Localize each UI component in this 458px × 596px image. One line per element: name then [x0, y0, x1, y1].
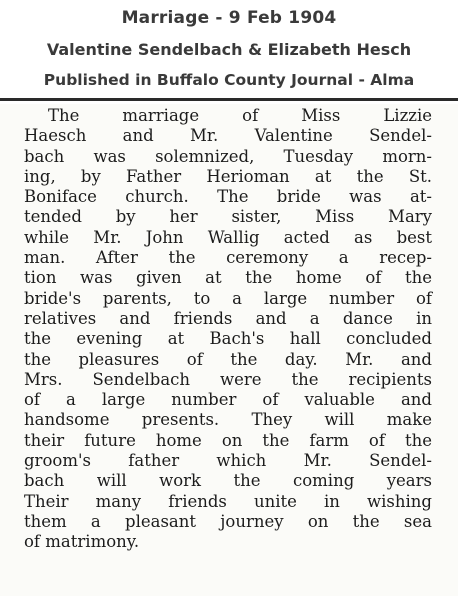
article-line: of matrimony. [24, 532, 140, 552]
article-line: tended by her sister, Miss Mary [24, 207, 432, 227]
article-line: The marriage of Miss Lizzie [48, 106, 432, 125]
article-line: of a large number of valuable and [24, 390, 432, 410]
article-line: handsome presents. They will make [24, 410, 432, 430]
article-line: bach will work the coming years [24, 471, 432, 491]
article-line: bride's parents, to a large number of [24, 288, 432, 308]
article-line: man. After the ceremony a recep- [24, 248, 432, 268]
page-title: Marriage - 9 Feb 1904 [121, 8, 337, 28]
article-line: tion was given at the home of the [24, 268, 432, 288]
article-line: while Mr. John Wallig acted as best [24, 227, 432, 247]
source-line: Published in Buffalo County Journal - Alma [43, 71, 415, 89]
article-line: their future home on the farm of the [24, 430, 432, 450]
article-line: Their many friends unite in wishing [24, 491, 432, 511]
couple-names: Valentine Sendelbach & Elizabeth Hesch [46, 40, 412, 59]
header [0, 0, 458, 104]
header-divider [0, 98, 458, 101]
article-line: the evening at Bach's hall concluded [24, 329, 432, 349]
article-line: Mrs. Sendelbach were the recipients [24, 369, 432, 389]
article-line: bach was solemnized, Tuesday morn- [24, 146, 432, 166]
article-line: them a pleasant journey on the sea [24, 511, 432, 531]
article-line: Haesch and Mr. Valentine Sendel- [24, 126, 432, 146]
article-line: Boniface church. The bride was at- [24, 187, 432, 207]
article-text [24, 106, 432, 553]
article-line: relatives and friends and a dance in [24, 308, 432, 328]
article-line: ing, by Father Herioman at the St. [24, 166, 432, 186]
article-line: the pleasures of the day. Mr. and [24, 349, 432, 369]
newspaper-clipping [0, 104, 458, 596]
article-line: groom's father which Mr. Sendel- [24, 451, 432, 471]
